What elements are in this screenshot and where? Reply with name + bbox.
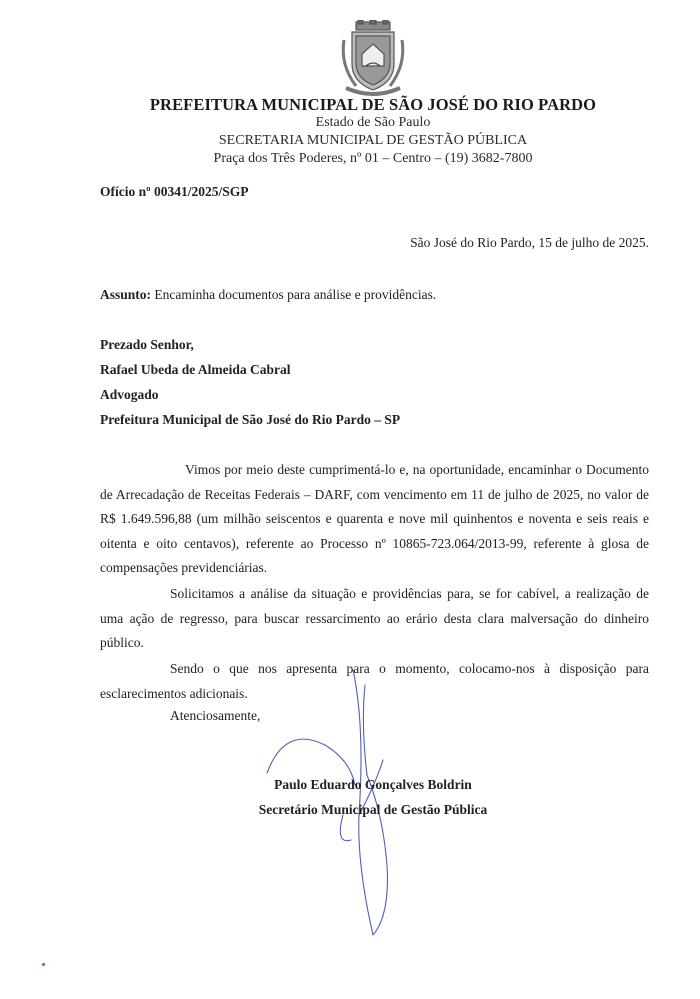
body-paragraph-3: Sendo o que nos apresenta para o momento, colocamo-nos à disposição para esclarecimentos adicionais. xyxy=(100,661,649,701)
subject-label: Assunto: xyxy=(100,287,152,302)
subject-line xyxy=(100,287,436,303)
body-paragraph-1: Vimos por meio deste cumprimentá-lo e, na oportunidade, encaminhar o Documento de Arrecadação de Receitas Federais – DARF, com vencimento em 11 de julho de 2025, no valor de R$ 1.649.596,88 (um milhão seiscentos e quarenta e nove mil quinhentos e noventa e seis reais e oitenta e oito centavos), referente ao Processo nº 10865-723.064/2013-99, referente à glosa de compensações previdenciárias. xyxy=(100,462,649,576)
letter-date: São José do Rio Pardo, 15 de julho de 2025. xyxy=(410,235,649,250)
signatory-name: Paulo Eduardo Gonçalves Boldrin xyxy=(274,777,472,792)
municipality-title: PREFEITURA MUNICIPAL DE SÃO JOSÉ DO RIO PARDO xyxy=(149,95,597,114)
salutation: Prezado Senhor, xyxy=(100,337,194,352)
state-line: Estado de São Paulo xyxy=(315,115,431,130)
addressee-name: Rafael Ubeda de Almeida Cabral xyxy=(100,362,291,377)
scan-speck xyxy=(42,963,45,966)
body-paragraph-2: Solicitamos a análise da situação e providências para, se for cabível, a realização de uma ação de regresso, para buscar ressarcimento ao erário desta clara malversação do dinheiro público. xyxy=(100,586,649,651)
closing: Atenciosamente, xyxy=(170,708,261,723)
department-line: SECRETARIA MUNICIPAL DE GESTÃO PÚBLICA xyxy=(218,133,528,148)
subject-text: Encaminha documentos para análise e providências. xyxy=(151,287,437,302)
municipal-coat-of-arms-icon xyxy=(338,20,408,98)
addressee-role: Advogado xyxy=(100,387,159,402)
addressee-organization: Prefeitura Municipal de São José do Rio Pardo – SP xyxy=(100,412,401,427)
signatory-title: Secretário Municipal de Gestão Pública xyxy=(258,802,488,817)
address-line: Praça dos Três Poderes, nº 01 – Centro – (19) 3682-7800 xyxy=(213,151,533,166)
oficio-number: Ofício nº 00341/2025/SGP xyxy=(100,184,249,199)
